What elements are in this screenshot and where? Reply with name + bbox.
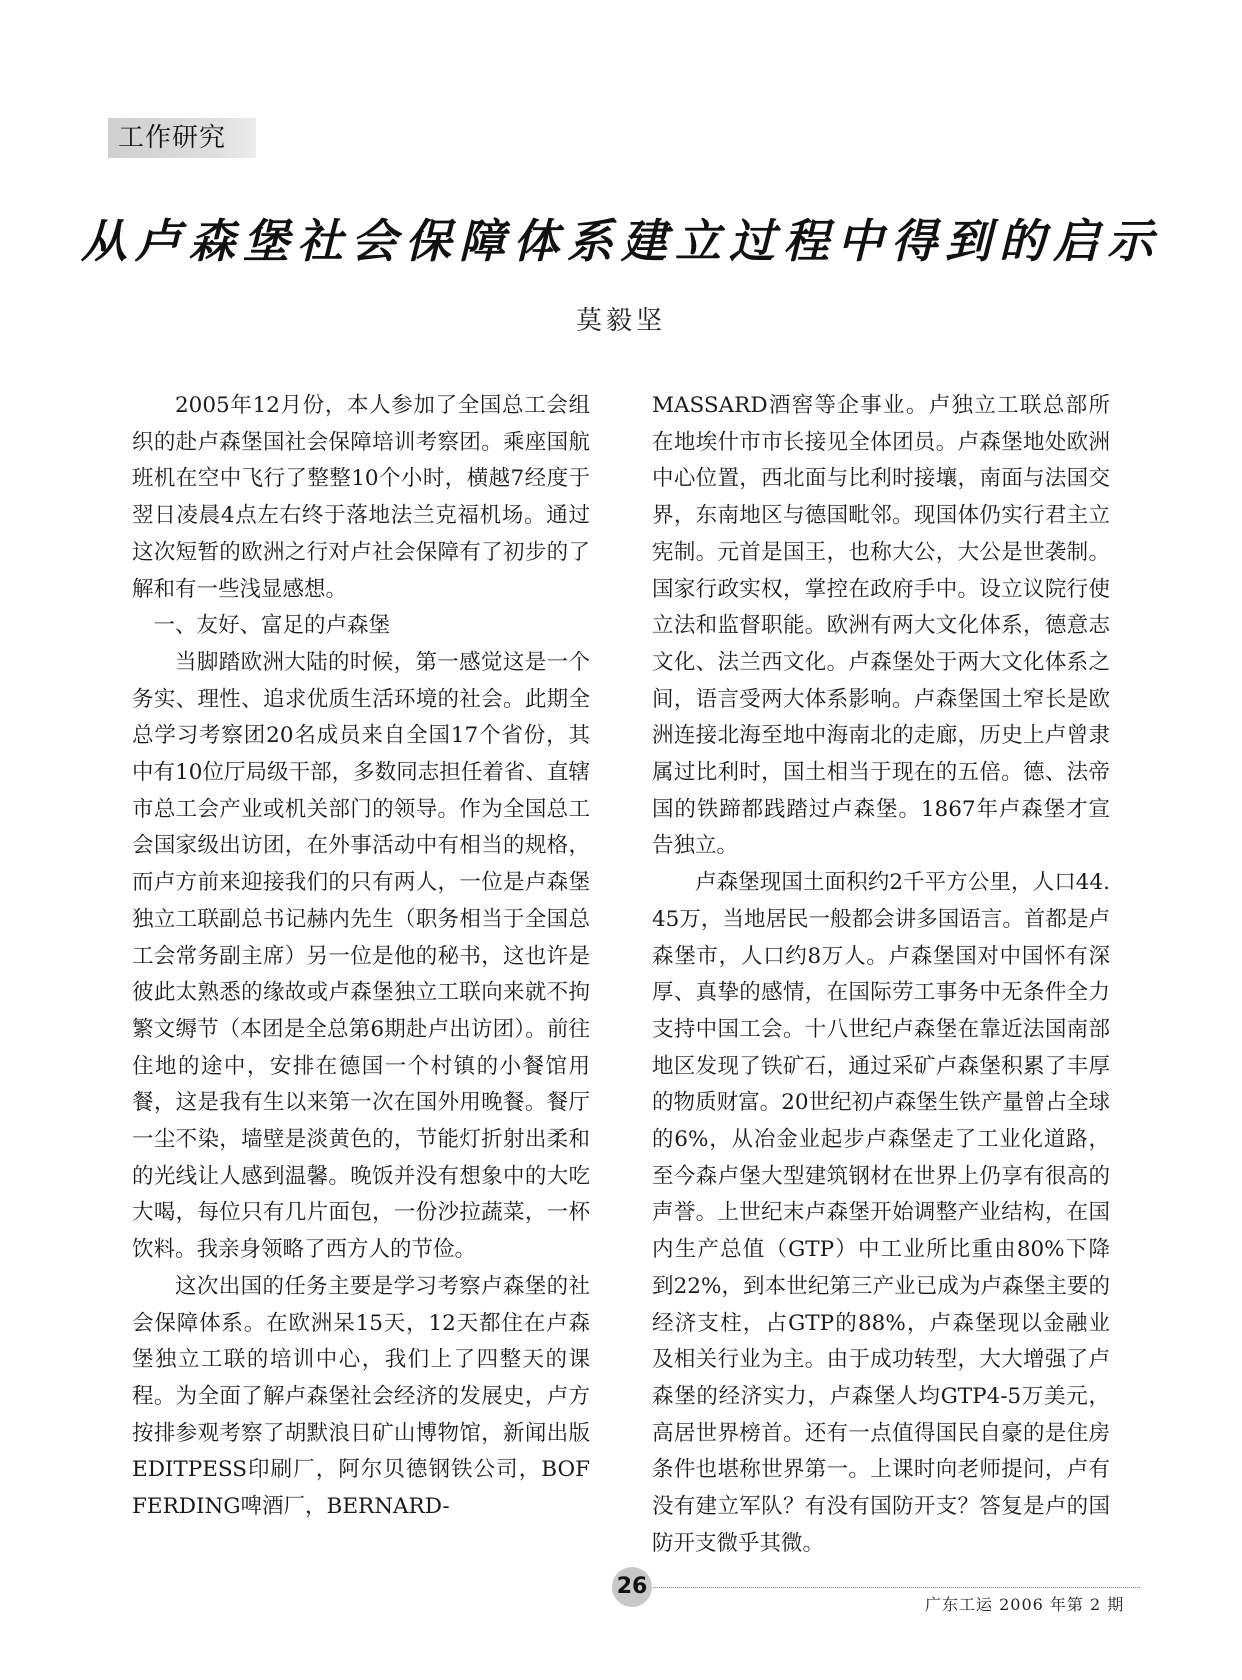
paragraph: 卢森堡现国土面积约2千平方公里，人口44.45万，当地居民一般都会讲多国语言。首都是卢森堡市，人口约8万人。卢森堡国对中国怀有深厚、真挚的感情，在国际劳工事务中无条件全力支持中国工会。十八世纪卢森堡在靠近法国南部地区发现了铁矿石，通过采矿卢森堡积累了丰厚的物质财富。20世纪初卢森堡生铁产量曾占全球的6%，从冶金业起步卢森堡走了工业化道路，至今森卢堡大型建筑钢材在世界上仍享有很高的声誉。上世纪末卢森堡开始调整产业结构，在国内生产总值（GTP）中工业所比重由80%下降到22%，到本世纪第三产业已成为卢森堡主要的经济支柱，占GTP的88%，卢森堡现以金融业及相关行业为主。由于成功转型，大大增强了卢森堡的经济实力，卢森堡人均GTP4-5万美元，高居世界榜首。还有一点值得国民自豪的是住房条件也堪称世界第一。上课时向老师提问，卢有没有建立军队？有没有国防开支？答复是卢的国防开支微乎其微。 <box>652 870 1110 1556</box>
footer-rule <box>640 1587 1140 1588</box>
paragraph: 当脚踏欧洲大陆的时候，第一感觉这是一个务实、理性、追求优质生活环境的社会。此期全总学习考察团20名成员来自全国17个省份，其中有10位厅局级干部，多数同志担任着省、直辖市总工会产业或机关部门的领导。作为全国总工会国家级出访团，在外事活动中有相当的规格，而卢方前来迎接我们的只有两人，一位是卢森堡独立工联副总书记赫内先生（职务相当于全国总工会常务副主席）另一位是他的秘书，这也许是彼此太熟悉的缘故或卢森堡独立工联向来就不拘繁文缛节（本团是全总第6期赴卢出访团）。前往住地的途中，安排在德国一个村镇的小餐馆用餐，这是我有生以来第一次在国外用晚餐。餐厅一尘不染，墙壁是淡黄色的，节能灯折射出柔和的光线让人感到温馨。晚饭并没有想象中的大吃大喝，每位只有几片面包，一份沙拉蔬菜，一杯饮料。我亲身领略了西方人的节俭。 <box>132 649 590 1263</box>
author-name: 莫毅坚 <box>575 306 666 336</box>
right-column <box>652 388 1110 1563</box>
paragraph: MASSARD酒窖等企事业。卢独立工联总部所在地埃什市市长接见全体团员。卢森堡地处欧洲中心位置，西北面与比利时接壤，南面与法国交界，东南地区与德国毗邻。现国体仍实行君主立宪制。元首是国王，也称大公，大公是世袭制。国家行政实权，掌控在政府手中。设立议院行使立法和监督职能。欧洲有两大文化体系，德意志文化、法兰西文化。卢森堡处于两大文化体系之间，语言受两大体系影响。卢森堡国土窄长是欧洲连接北海至地中海南北的走廊，历史上卢曾隶属过比利时，国土相当于现在的五倍。德、法帝国的铁蹄都践踏过卢森堡。1867年卢森堡才宣告独立。 <box>652 393 1110 859</box>
article-title: 从卢森堡社会保障体系建立过程中得到的启示 <box>81 214 1161 268</box>
section-heading: 一、友好、富足的卢森堡 <box>153 613 391 639</box>
paragraph: 这次出国的任务主要是学习考察卢森堡的社会保障体系。在欧洲呆15天，12天都住在卢森堡独立工联的培训中心，我们上了四整天的课程。为全面了解卢森堡社会经济的发展史，卢方按排参观考察了胡默浪日矿山博物馆，新闻出版EDITPESS印刷厂，阿尔贝德钢铁公司，BOFFERDING啤酒厂，BERNARD- <box>132 1273 590 1520</box>
section-tag: 工作研究 <box>108 118 256 158</box>
paragraph: 2005年12月份，本人参加了全国总工会组织的赴卢森堡国社会保障培训考察团。乘座国航班机在空中飞行了整整10个小时，横越7经度于翌日凌晨4点左右终于落地法兰克福机场。通过这次短暂的欧洲之行对卢社会保障有了初步的了解和有一些浅显感想。 <box>132 393 590 602</box>
journal-issue: 广东工运 2006 年第 2 期 <box>925 1595 1125 1614</box>
page-number: 26 <box>612 1567 652 1607</box>
left-column <box>132 388 590 1526</box>
